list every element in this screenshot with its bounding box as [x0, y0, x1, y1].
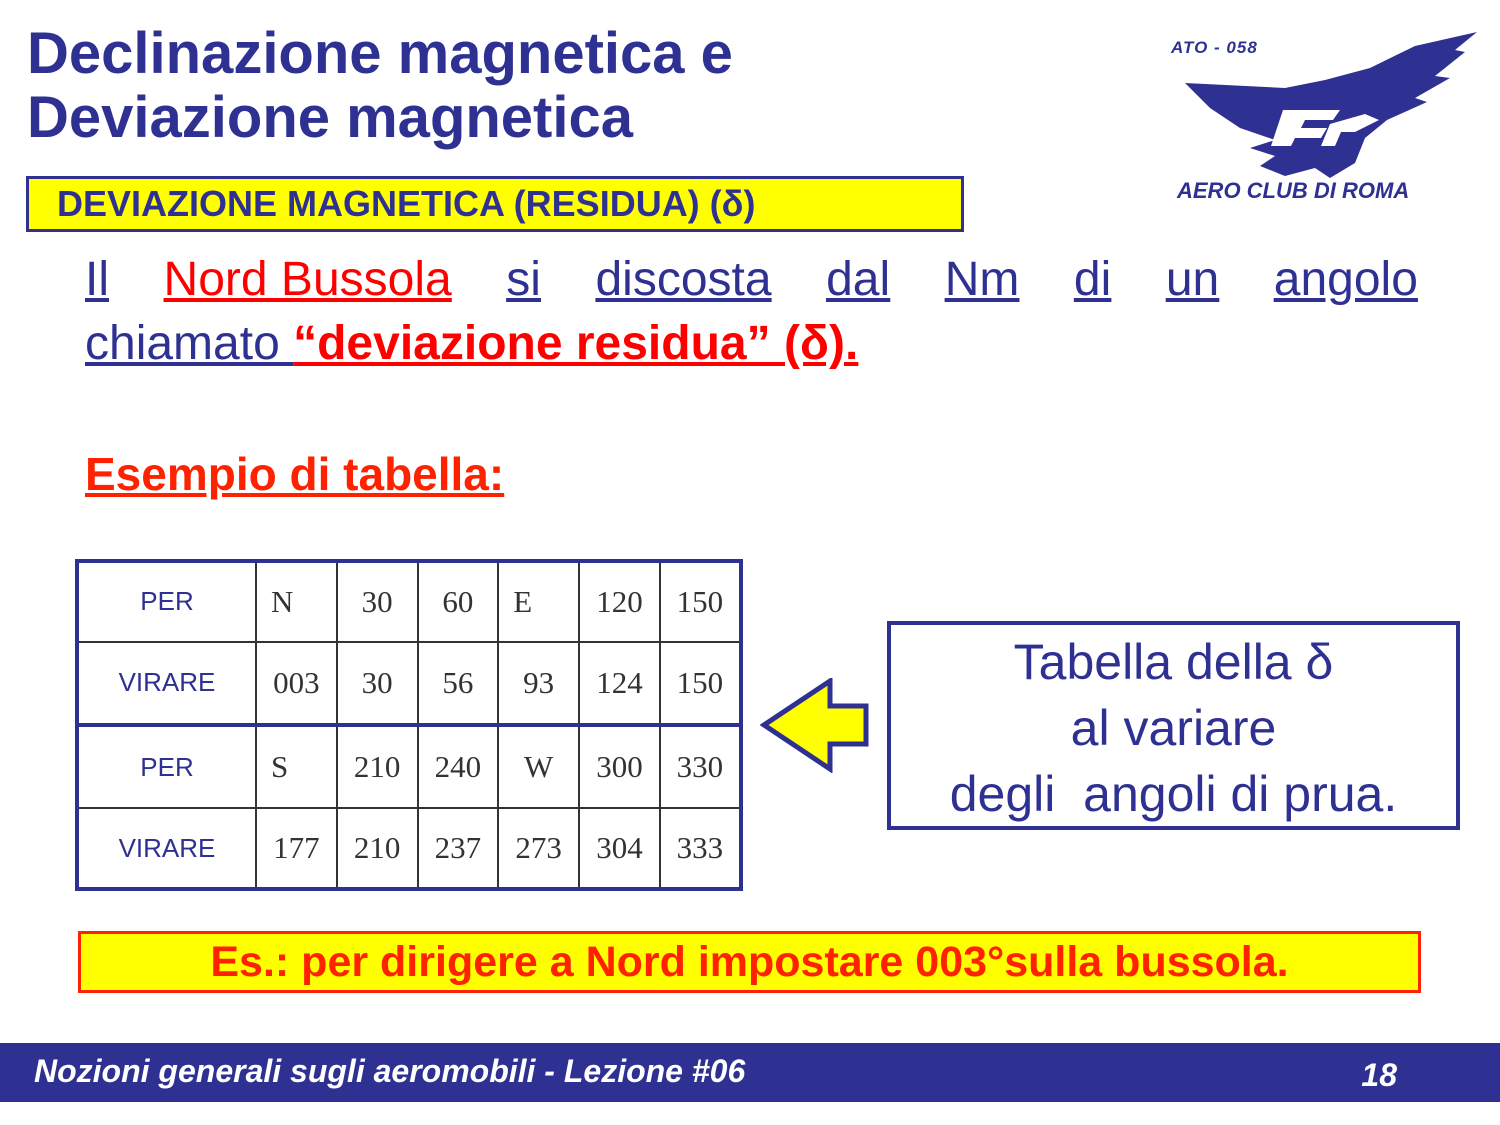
table-cell: 210 — [337, 725, 418, 808]
deviation-table — [75, 559, 743, 891]
title-line-1: Declinazione magnetica e — [27, 21, 733, 86]
word: di — [1073, 253, 1112, 306]
title-line-2: Deviazione magnetica — [27, 85, 633, 150]
paragraph-plain: chiamato — [85, 317, 294, 370]
deviation-table-grid — [79, 563, 739, 887]
table-cell: 240 — [418, 725, 499, 808]
table-cell: 003 — [256, 642, 337, 725]
table-row — [79, 563, 739, 642]
aero-club-logo — [1165, 28, 1485, 218]
logo-top-text: ATO - 058 — [1171, 38, 1258, 57]
table-cell: N — [256, 563, 337, 642]
section-heading: DEVIAZIONE MAGNETICA (RESIDUA) (δ) — [26, 176, 964, 232]
paragraph-line-2 — [85, 312, 1418, 376]
word: angolo — [1273, 253, 1418, 306]
deviazione-residua-term: “deviazione residua” (δ). — [293, 317, 859, 370]
example-heading: Esempio di tabella: — [85, 448, 505, 500]
caption-line-2: al variare — [1070, 700, 1277, 756]
table-cell: 330 — [660, 725, 739, 808]
nord-bussola-term: Nord Bussola — [163, 253, 452, 306]
table-cell: 304 — [579, 808, 660, 887]
word: discosta — [595, 253, 772, 306]
table-cell: 333 — [660, 808, 739, 887]
example-note: Es.: per dirigere a Nord impostare 003°sulla bussola. — [78, 931, 1421, 993]
caption-line-1: Tabella della δ — [1013, 634, 1334, 690]
word: dal — [826, 253, 891, 306]
row-label: PER — [79, 725, 256, 808]
word: un — [1165, 253, 1220, 306]
table-cell: S — [256, 725, 337, 808]
table-cell: 124 — [579, 642, 660, 725]
logo-bottom-text: AERO CLUB DI ROMA — [1177, 178, 1410, 203]
table-cell: E — [498, 563, 579, 642]
table-cell: 300 — [579, 725, 660, 808]
footer-bar — [0, 1043, 1500, 1102]
table-cell: 150 — [660, 642, 739, 725]
table-row — [79, 725, 739, 808]
row-label: VIRARE — [79, 642, 256, 725]
paragraph-line-1 — [85, 248, 1418, 312]
table-caption-box — [887, 621, 1460, 830]
table-cell: 210 — [337, 808, 418, 887]
word: Il — [85, 253, 109, 306]
row-label: VIRARE — [79, 808, 256, 887]
left-arrow-icon — [760, 678, 870, 773]
table-cell: W — [498, 725, 579, 808]
word: Nm — [944, 253, 1020, 306]
table-cell: 93 — [498, 642, 579, 725]
table-cell: 120 — [579, 563, 660, 642]
table-cell: 273 — [498, 808, 579, 887]
table-cell: 237 — [418, 808, 499, 887]
definition-paragraph — [85, 248, 1418, 376]
caption-line-3: degli angoli di prua. — [949, 766, 1398, 822]
table-cell: 30 — [337, 642, 418, 725]
course-title: Nozioni generali sugli aeromobili - Lezione #06 — [34, 1053, 746, 1089]
table-cell: 150 — [660, 563, 739, 642]
row-label: PER — [79, 563, 256, 642]
table-cell: 60 — [418, 563, 499, 642]
slide-title — [27, 22, 827, 150]
page-number: 18 — [1361, 1057, 1397, 1093]
table-row — [79, 808, 739, 887]
word: si — [506, 253, 541, 306]
table-cell: 177 — [256, 808, 337, 887]
table-cell: 30 — [337, 563, 418, 642]
table-row — [79, 642, 739, 725]
table-cell: 56 — [418, 642, 499, 725]
